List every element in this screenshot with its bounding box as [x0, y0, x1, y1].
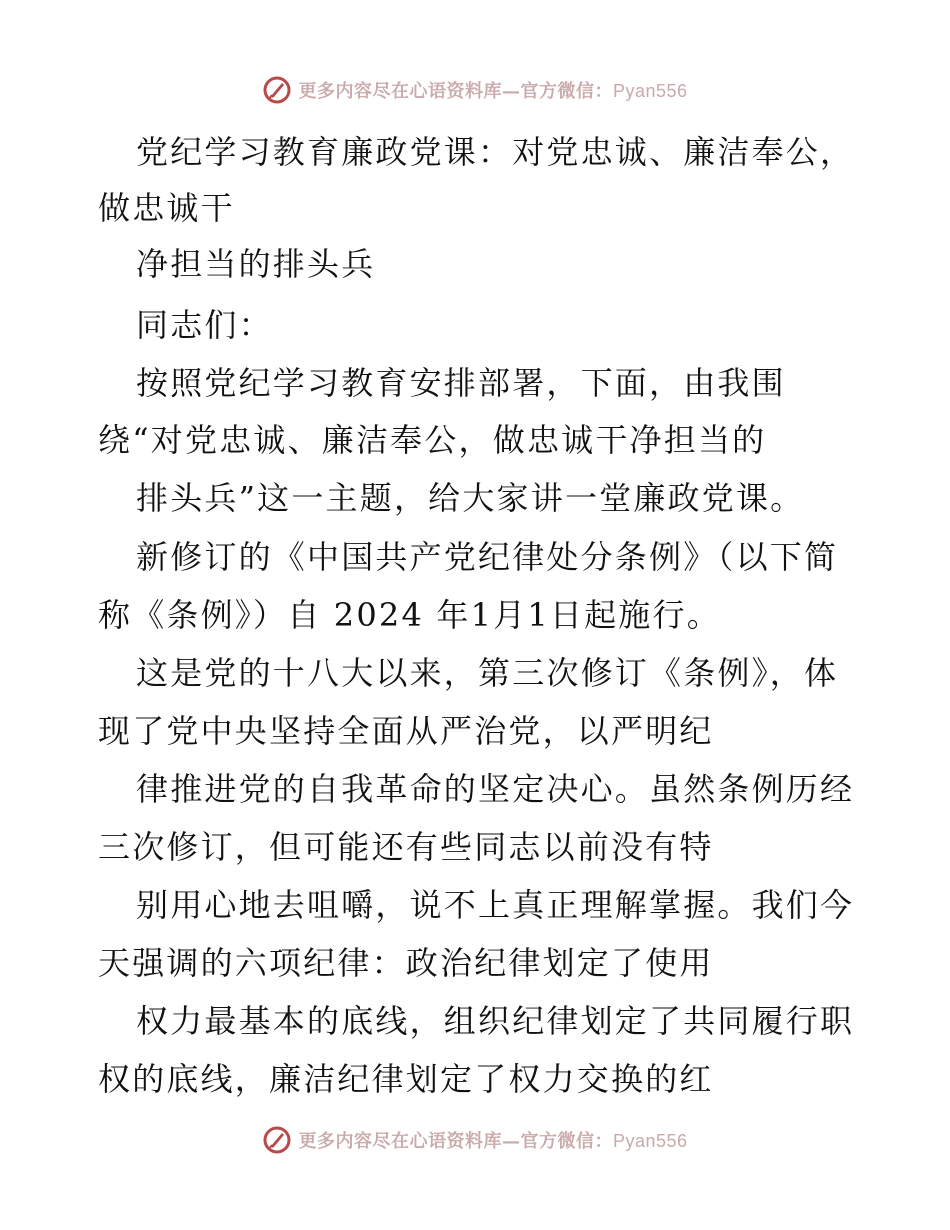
watermark-text: 更多内容尽在心语资料库—官方微信：Pyan556 [298, 1131, 688, 1152]
watermark-text: 更多内容尽在心语资料库—官方微信：Pyan556 [298, 81, 688, 102]
paragraph-line: 权的底线，廉洁纪律划定了权力交换的红 [98, 1060, 714, 1098]
paragraph-line: 按照党纪学习教育安排部署，下面，由我围 [136, 364, 786, 402]
paragraph-line: 权力最基本的底线，组织纪律划定了共同履行职 [136, 1002, 855, 1040]
paragraph-line: 律推进党的自我革命的坚定决心。虽然条例历经 [136, 770, 855, 808]
title-line-2: 做忠诚干 [98, 189, 235, 227]
paragraph-line: 排头兵”这一主题，给大家讲一堂廉政党课。 [136, 479, 805, 517]
paragraph-line: 现了党中央坚持全面从严治党，以严明纪 [98, 712, 714, 750]
paragraph-line: 新修订的《中国共产党纪律处分条例》（以下简 [136, 538, 839, 576]
paragraph-line: 称《条例》）自 2024 年1月1日起施行。 [98, 596, 721, 634]
paragraph-line: 三次修订，但可能还有些同志以前没有特 [98, 828, 714, 866]
paragraph-line: 天强调的六项纪律：政治纪律划定了使用 [98, 944, 714, 982]
header-watermark [0, 72, 950, 108]
salutation: 同志们： [136, 306, 273, 344]
paragraph-line: 绕“对党忠诚、廉洁奉公，做忠诚干净担当的 [98, 421, 767, 459]
paragraph-line: 这是党的十八大以来，第三次修订《条例》，体 [136, 654, 839, 692]
footer-watermark [0, 1122, 950, 1158]
quill-logo-icon [262, 75, 292, 105]
title-line-3: 净担当的排头兵 [136, 245, 376, 283]
paragraph-line: 别用心地去咀嚼，说不上真正理解掌握。我们今 [136, 886, 855, 924]
quill-logo-icon [262, 1125, 292, 1155]
title-line-1: 党纪学习教育廉政党课：对党忠诚、廉洁奉公， [136, 133, 855, 171]
